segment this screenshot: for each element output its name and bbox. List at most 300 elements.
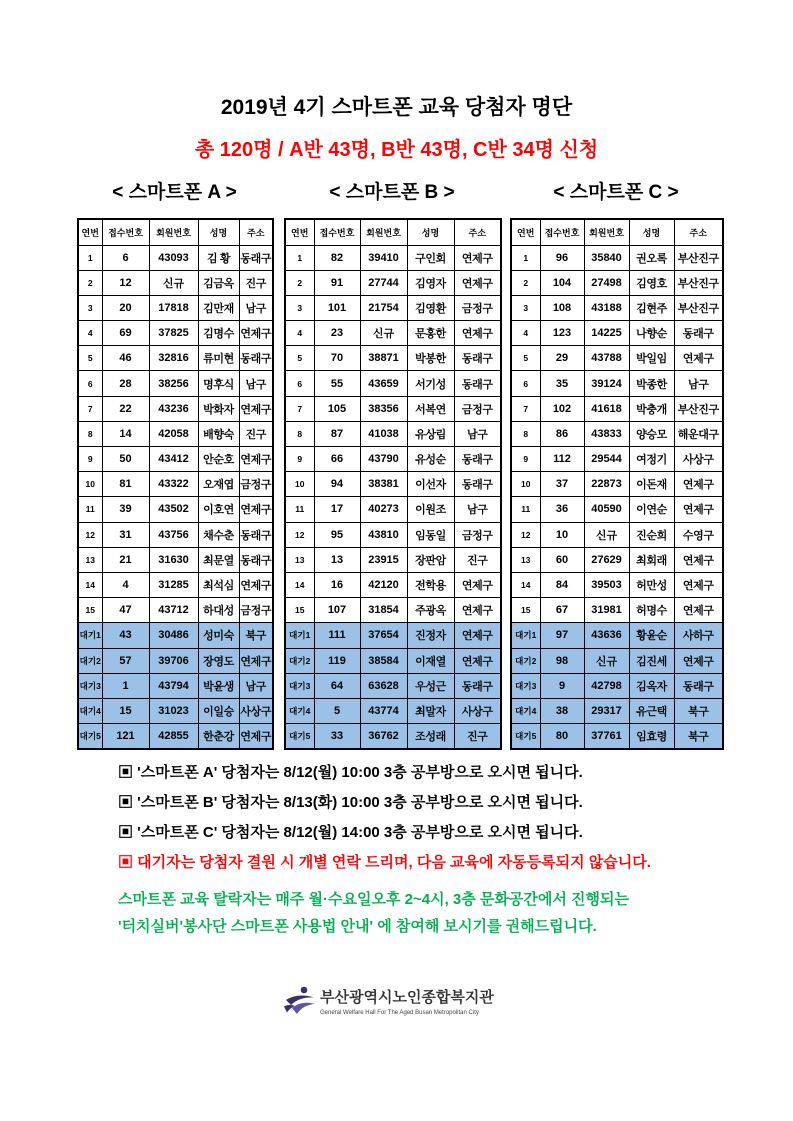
row-number-cell: 2 [78,270,102,295]
schedule-note-a: ▣ '스마트폰 A' 당첨자는 8/12(월) 10:00 3층 공부방으로 오시면 됩니다. [118,764,583,781]
name-cell: 성미숙 [198,623,239,648]
table-header-row [78,219,273,245]
row-number-cell: 대기3 [285,673,314,698]
member-number-cell: 43188 [584,295,629,320]
row-number-cell: 15 [285,598,314,623]
name-cell: 서기성 [407,371,454,396]
winner-row [285,421,501,446]
receipt-number-cell: 105 [314,396,360,421]
header-member-number: 회원번호 [149,219,198,245]
receipt-number-cell: 94 [314,472,360,497]
name-cell: 조성래 [407,724,454,749]
address-cell: 연제구 [239,497,273,522]
row-number-cell: 대기1 [511,623,540,648]
receipt-number-cell: 36 [540,497,584,522]
member-number-cell: 21754 [360,295,407,320]
waitlist-row [285,648,501,673]
name-cell: 양승모 [629,421,674,446]
schedule-note-c: ▣ '스마트폰 C' 당첨자는 8/12(월) 14:00 3층 공부방으로 오시면 됩니다. [118,824,583,841]
name-cell: 김현주 [629,295,674,320]
winner-row [78,572,273,597]
winner-row [511,245,723,270]
winner-row [285,371,501,396]
address-cell: 연제구 [674,648,723,673]
table-body [285,245,501,749]
row-number-cell: 11 [511,497,540,522]
member-number-cell: 30486 [149,623,198,648]
receipt-number-cell: 87 [314,421,360,446]
header-row-number: 연번 [285,219,314,245]
row-number-cell: 2 [511,270,540,295]
winner-row [78,346,273,371]
row-number-cell: 대기2 [78,648,102,673]
name-cell: 김옥자 [629,673,674,698]
waitlist-row [78,623,273,648]
waitlist-row [511,648,723,673]
header-receipt-number: 접수번호 [102,219,149,245]
waitlist-row [78,648,273,673]
address-cell: 부산진구 [674,295,723,320]
class-b-section [284,180,500,750]
header-row-number: 연번 [78,219,102,245]
header-address: 주소 [674,219,723,245]
winner-row [511,497,723,522]
address-cell: 금정구 [239,472,273,497]
row-number-cell: 5 [285,346,314,371]
receipt-number-cell: 111 [314,623,360,648]
receipt-number-cell: 6 [102,245,149,270]
receipt-number-cell: 22 [102,396,149,421]
name-cell: 박종한 [629,371,674,396]
member-number-cell: 17818 [149,295,198,320]
address-cell: 남구 [239,673,273,698]
name-cell: 최말자 [407,698,454,723]
receipt-number-cell: 57 [102,648,149,673]
header-receipt-number: 접수번호 [540,219,584,245]
receipt-number-cell: 64 [314,673,360,698]
member-number-cell: 43712 [149,598,198,623]
address-cell: 진구 [239,270,273,295]
address-cell: 연제구 [454,598,501,623]
winner-row [511,572,723,597]
row-number-cell: 1 [285,245,314,270]
header-receipt-number: 접수번호 [314,219,360,245]
member-number-cell: 43636 [584,623,629,648]
member-number-cell: 41038 [360,421,407,446]
row-number-cell: 12 [285,522,314,547]
name-cell: 임동일 [407,522,454,547]
receipt-number-cell: 38 [540,698,584,723]
header-member-number: 회원번호 [584,219,629,245]
row-number-cell: 1 [511,245,540,270]
row-number-cell: 8 [285,421,314,446]
address-cell: 진구 [454,724,501,749]
name-cell: 문홍한 [407,321,454,346]
name-cell: 우성근 [407,673,454,698]
address-cell: 연제구 [239,648,273,673]
info-line-1: 스마트폰 교육 탈락자는 매주 월·수요일오후 2~4시, 3층 문화공간에서 진행되는 [118,891,629,908]
member-number-cell: 신규 [149,270,198,295]
receipt-number-cell: 21 [102,547,149,572]
waitlist-row [78,724,273,749]
name-cell: 한춘강 [198,724,239,749]
receipt-number-cell: 104 [540,270,584,295]
row-number-cell: 대기4 [78,698,102,723]
winner-row [78,598,273,623]
row-number-cell: 대기1 [78,623,102,648]
address-cell: 사상구 [674,447,723,472]
member-number-cell: 43659 [360,371,407,396]
name-cell: 김 황 [198,245,239,270]
address-cell: 진구 [239,421,273,446]
member-number-cell: 39706 [149,648,198,673]
name-cell: 이돈재 [629,472,674,497]
winner-row [285,321,501,346]
table-body [78,245,273,749]
waitlist-row [285,673,501,698]
name-cell: 최석심 [198,572,239,597]
table-header [285,219,501,245]
row-number-cell: 4 [511,321,540,346]
name-cell: 이연순 [629,497,674,522]
member-number-cell: 42058 [149,421,198,446]
table-header-row [285,219,501,245]
name-cell: 유상림 [407,421,454,446]
winner-row [511,598,723,623]
address-cell: 연제구 [239,321,273,346]
winner-row [78,295,273,320]
member-number-cell: 43502 [149,497,198,522]
address-cell: 연제구 [674,346,723,371]
header-name: 성명 [198,219,239,245]
member-number-cell: 39503 [584,572,629,597]
address-cell: 연제구 [674,572,723,597]
receipt-number-cell: 60 [540,547,584,572]
member-number-cell: 31981 [584,598,629,623]
address-cell: 북구 [674,724,723,749]
name-cell: 임효령 [629,724,674,749]
row-number-cell: 6 [78,371,102,396]
name-cell: 진정자 [407,623,454,648]
member-number-cell: 31285 [149,572,198,597]
receipt-number-cell: 43 [102,623,149,648]
member-number-cell: 37825 [149,321,198,346]
page-subtitle: 총 120명 / A반 43명, B반 43명, C반 34명 신청 [194,139,599,161]
row-number-cell: 3 [78,295,102,320]
winner-row [285,396,501,421]
row-number-cell: 대기4 [511,698,540,723]
class-a-section [77,180,272,750]
address-cell: 연제구 [454,245,501,270]
waitlist-row [285,698,501,723]
row-number-cell: 11 [285,497,314,522]
member-number-cell: 43790 [360,447,407,472]
row-number-cell: 3 [511,295,540,320]
name-cell: 박일임 [629,346,674,371]
row-number-cell: 9 [78,447,102,472]
address-cell: 연제구 [239,724,273,749]
address-cell: 진구 [454,547,501,572]
address-cell: 부산진구 [674,270,723,295]
name-cell: 유성순 [407,447,454,472]
member-number-cell: 29317 [584,698,629,723]
address-cell: 동래구 [674,321,723,346]
address-cell: 동래구 [239,547,273,572]
table-body [511,245,723,749]
row-number-cell: 1 [78,245,102,270]
name-cell: 박봉한 [407,346,454,371]
address-cell: 연제구 [239,572,273,597]
row-number-cell: 5 [78,346,102,371]
waitlist-row [511,698,723,723]
winner-row [285,598,501,623]
receipt-number-cell: 4 [102,572,149,597]
winner-row [78,522,273,547]
address-cell: 동래구 [454,346,501,371]
row-number-cell: 14 [285,572,314,597]
header-name: 성명 [629,219,674,245]
name-cell: 주광옥 [407,598,454,623]
member-number-cell: 38356 [360,396,407,421]
receipt-number-cell: 16 [314,572,360,597]
address-cell: 남구 [239,295,273,320]
name-cell: 김만재 [198,295,239,320]
address-cell: 사상구 [239,698,273,723]
winner-row [511,421,723,446]
address-cell: 동래구 [239,346,273,371]
receipt-number-cell: 15 [102,698,149,723]
member-number-cell: 40273 [360,497,407,522]
member-number-cell: 40590 [584,497,629,522]
header-row-number: 연번 [511,219,540,245]
row-number-cell: 2 [285,270,314,295]
member-number-cell: 27629 [584,547,629,572]
member-number-cell: 39124 [584,371,629,396]
address-cell: 금정구 [239,598,273,623]
waitlist-row [511,623,723,648]
member-number-cell: 43236 [149,396,198,421]
member-number-cell: 38381 [360,472,407,497]
row-number-cell: 대기2 [285,648,314,673]
name-cell: 권오록 [629,245,674,270]
address-cell: 연제구 [674,472,723,497]
receipt-number-cell: 28 [102,371,149,396]
address-cell: 북구 [674,698,723,723]
name-cell: 장영도 [198,648,239,673]
name-cell: 최문열 [198,547,239,572]
receipt-number-cell: 23 [314,321,360,346]
address-cell: 사하구 [674,623,723,648]
winner-row [511,270,723,295]
row-number-cell: 7 [511,396,540,421]
organization-name-english: General Welfare Hall For The Aged Busan Metropolitan City [320,1010,479,1016]
class-c-table [510,218,724,750]
name-cell: 허만성 [629,572,674,597]
receipt-number-cell: 107 [314,598,360,623]
address-cell: 금정구 [454,396,501,421]
name-cell: 오재엽 [198,472,239,497]
address-cell: 동래구 [454,371,501,396]
receipt-number-cell: 108 [540,295,584,320]
member-number-cell: 27744 [360,270,407,295]
member-number-cell: 43794 [149,673,198,698]
name-cell: 박충개 [629,396,674,421]
row-number-cell: 대기3 [511,673,540,698]
row-number-cell: 4 [285,321,314,346]
name-cell: 장판암 [407,547,454,572]
receipt-number-cell: 119 [314,648,360,673]
address-cell: 동래구 [239,245,273,270]
address-cell: 동래구 [454,447,501,472]
winner-row [511,547,723,572]
name-cell: 이호연 [198,497,239,522]
name-cell: 전학용 [407,572,454,597]
receipt-number-cell: 96 [540,245,584,270]
receipt-number-cell: 31 [102,522,149,547]
winner-row [78,396,273,421]
address-cell: 연제구 [454,321,501,346]
winner-row [511,396,723,421]
receipt-number-cell: 84 [540,572,584,597]
winner-row [511,447,723,472]
name-cell: 박윤생 [198,673,239,698]
receipt-number-cell: 112 [540,447,584,472]
row-number-cell: 10 [511,472,540,497]
winner-row [78,447,273,472]
schedule-note-b: ▣ '스마트폰 B' 당첨자는 8/13(화) 10:00 3층 공부방으로 오시면 됩니다. [118,794,583,811]
name-cell: 안순호 [198,447,239,472]
member-number-cell: 35840 [584,245,629,270]
organization-name: 부산광역시노인종합복지관 [320,989,494,1006]
member-number-cell: 31023 [149,698,198,723]
member-number-cell: 29544 [584,447,629,472]
member-number-cell: 43774 [360,698,407,723]
row-number-cell: 10 [78,472,102,497]
address-cell: 연제구 [454,572,501,597]
row-number-cell: 7 [285,396,314,421]
winner-row [78,421,273,446]
row-number-cell: 9 [511,447,540,472]
member-number-cell: 27498 [584,270,629,295]
row-number-cell: 대기5 [285,724,314,749]
receipt-number-cell: 101 [314,295,360,320]
address-cell: 금정구 [454,295,501,320]
welfare-hall-logo-icon [283,985,317,1017]
member-number-cell: 22873 [584,472,629,497]
row-number-cell: 8 [78,421,102,446]
winner-row [78,321,273,346]
member-number-cell: 42855 [149,724,198,749]
table-header [78,219,273,245]
receipt-number-cell: 47 [102,598,149,623]
row-number-cell: 12 [78,522,102,547]
receipt-number-cell: 97 [540,623,584,648]
row-number-cell: 대기2 [511,648,540,673]
address-cell: 부산진구 [674,245,723,270]
member-number-cell: 43322 [149,472,198,497]
receipt-number-cell: 5 [314,698,360,723]
row-number-cell: 14 [78,572,102,597]
receipt-number-cell: 12 [102,270,149,295]
table-header [511,219,723,245]
winner-row [285,472,501,497]
row-number-cell: 13 [78,547,102,572]
receipt-number-cell: 35 [540,371,584,396]
name-cell: 이선자 [407,472,454,497]
member-number-cell: 42120 [360,572,407,597]
class-a-heading: < 스마트폰 A > [112,182,237,203]
address-cell: 남구 [239,371,273,396]
receipt-number-cell: 20 [102,295,149,320]
member-number-cell: 신규 [584,522,629,547]
address-cell: 연제구 [674,547,723,572]
address-cell: 해운대구 [674,421,723,446]
winner-row [285,547,501,572]
waitlist-notice: ▣ 대기자는 당첨자 결원 시 개별 연락 드리며, 다음 교육에 자동등록되지 않습니다. [118,854,651,871]
receipt-number-cell: 13 [314,547,360,572]
address-cell: 수영구 [674,522,723,547]
address-cell: 연제구 [454,270,501,295]
name-cell: 채수춘 [198,522,239,547]
member-number-cell: 38871 [360,346,407,371]
name-cell: 서복연 [407,396,454,421]
row-number-cell: 4 [78,321,102,346]
row-number-cell: 11 [78,497,102,522]
receipt-number-cell: 9 [540,673,584,698]
winner-row [511,472,723,497]
class-b-table [284,218,502,750]
winner-row [285,295,501,320]
receipt-number-cell: 80 [540,724,584,749]
class-a-table [77,218,274,750]
winner-row [511,522,723,547]
name-cell: 이일승 [198,698,239,723]
address-cell: 남구 [454,421,501,446]
name-cell: 여정기 [629,447,674,472]
row-number-cell: 10 [285,472,314,497]
winner-row [511,371,723,396]
receipt-number-cell: 98 [540,648,584,673]
receipt-number-cell: 86 [540,421,584,446]
header-address: 주소 [454,219,501,245]
receipt-number-cell: 102 [540,396,584,421]
receipt-number-cell: 95 [314,522,360,547]
row-number-cell: 3 [285,295,314,320]
header-address: 주소 [239,219,273,245]
name-cell: 명후식 [198,371,239,396]
address-cell: 동래구 [239,522,273,547]
name-cell: 김금옥 [198,270,239,295]
winner-row [285,572,501,597]
receipt-number-cell: 39 [102,497,149,522]
receipt-number-cell: 1 [102,673,149,698]
winner-row [78,245,273,270]
receipt-number-cell: 17 [314,497,360,522]
receipt-number-cell: 82 [314,245,360,270]
address-cell: 연제구 [674,497,723,522]
waitlist-row [78,698,273,723]
receipt-number-cell: 66 [314,447,360,472]
member-number-cell: 31854 [360,598,407,623]
member-number-cell: 37761 [584,724,629,749]
class-c-section [510,180,722,750]
address-cell: 사상구 [454,698,501,723]
winner-row [78,547,273,572]
member-number-cell: 31630 [149,547,198,572]
winner-row [285,245,501,270]
address-cell: 남구 [454,497,501,522]
member-number-cell: 신규 [360,321,407,346]
